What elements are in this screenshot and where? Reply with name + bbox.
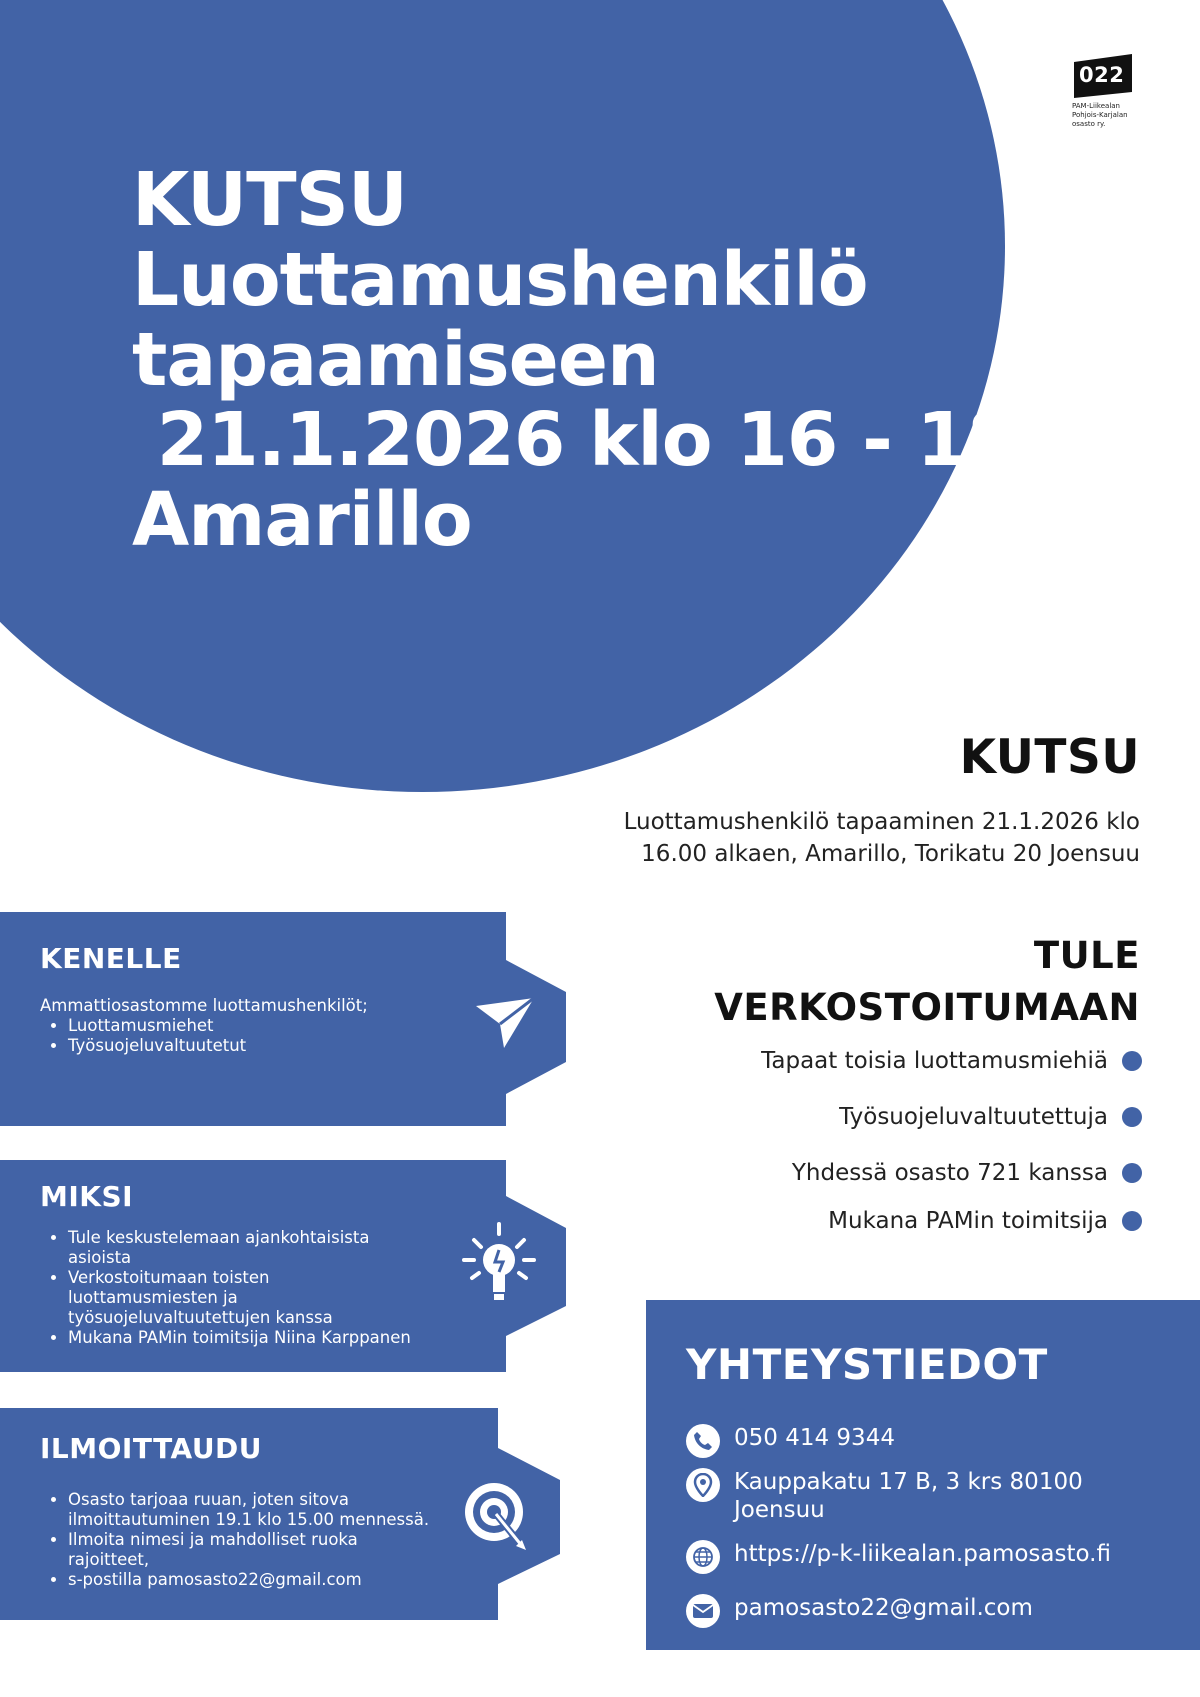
target-icon: [462, 1476, 532, 1560]
bullet-dot-icon: [1122, 1163, 1142, 1183]
contact-web-row: [686, 1540, 1154, 1574]
tule-item-label: Tapaat toisia luottamusmiehiä: [761, 1048, 1108, 1074]
flag-icon: [1072, 52, 1134, 100]
tule-item-label: Mukana PAMin toimitsija: [828, 1208, 1108, 1234]
contact-box: [646, 1300, 1200, 1650]
kenelle-heading: KENELLE: [40, 942, 182, 975]
list-item: [792, 1160, 1142, 1186]
list-item: [828, 1208, 1142, 1234]
logo-number: 022: [1079, 63, 1125, 87]
list-item: [839, 1104, 1142, 1130]
contact-phone-row: [686, 1424, 1154, 1458]
contact-email-row: [686, 1594, 1154, 1628]
list-item: • Verkostoitumaan toisten luottamusmiesten ja työsuojeluvaltuutettujen kanssa: [68, 1268, 420, 1328]
kutsu-text-line-1: Luottamushenkilö tapaaminen 21.1.2026 klo: [623, 809, 1140, 835]
list-item: • s-postilla pamosasto22@gmail.com: [68, 1570, 430, 1590]
bullet-dot-icon: [1122, 1107, 1142, 1127]
miksi-card: [0, 1160, 566, 1372]
list-item: • Työsuojeluvaltuutetut: [68, 1036, 246, 1056]
title-line-5: Amarillo: [132, 477, 472, 563]
ilmoittaudu-list: [40, 1490, 430, 1590]
logo-sub-line-1: PAM-Liikealan: [1072, 102, 1120, 110]
kenelle-list: [40, 1016, 246, 1056]
title-line-4: 21.1.2026 klo 16 - 18: [132, 397, 1018, 483]
list-item: • Osasto tarjoaa ruuan, joten sitova ilmoittautuminen 19.1 klo 15.00 mennessä.: [68, 1490, 430, 1530]
logo-sub-line-3: osasto ry.: [1072, 120, 1106, 128]
contact-website-link[interactable]: https://p-k-liikealan.pamosasto.fi: [734, 1541, 1111, 1567]
bullet-dot-icon: [1122, 1211, 1142, 1231]
paper-plane-icon: [474, 994, 536, 1054]
title-line-2: Luottamushenkilö: [132, 237, 868, 323]
contact-heading: YHTEYSTIEDOT: [686, 1340, 1048, 1389]
list-item: • Luottamusmiehet: [68, 1016, 246, 1036]
ilmoittaudu-heading: ILMOITTAUDU: [40, 1432, 263, 1465]
tule-item-label: Yhdessä osasto 721 kanssa: [791, 1160, 1108, 1186]
phone-icon: [686, 1424, 720, 1458]
lightbulb-icon: [462, 1220, 536, 1314]
bullet-dot-icon: [1122, 1051, 1142, 1071]
kutsu-text: [580, 806, 1140, 870]
hero-title: [132, 157, 1018, 563]
list-item: [761, 1048, 1142, 1074]
contact-address: Kauppakatu 17 B, 3 krs 80100 Joensuu: [734, 1469, 1083, 1523]
tule-item-label: Työsuojeluvaltuutettuja: [839, 1104, 1108, 1130]
list-item: • Ilmoita nimesi ja mahdolliset ruoka rajoitteet,: [68, 1530, 430, 1570]
logo-subtitle: [1072, 102, 1142, 129]
location-pin-icon: [686, 1468, 720, 1502]
title-line-1: KUTSU: [132, 157, 407, 243]
tule-heading-line-1: TULE: [1033, 934, 1140, 977]
contact-phone[interactable]: 050 414 9344: [734, 1425, 895, 1451]
title-line-3: tapaamiseen: [132, 317, 659, 403]
ilmoittaudu-card: [0, 1408, 560, 1620]
kenelle-card: [0, 912, 566, 1126]
contact-address-row: [686, 1468, 1154, 1524]
kutsu-heading: KUTSU: [959, 730, 1140, 785]
kutsu-text-line-2: 16.00 alkaen, Amarillo, Torikatu 20 Joensuu: [641, 841, 1140, 867]
contact-email-link[interactable]: pamosasto22@gmail.com: [734, 1595, 1033, 1621]
list-item: • Mukana PAMin toimitsija Niina Karppanen: [68, 1328, 420, 1348]
kenelle-intro: Ammattiosastomme luottamushenkilöt;: [40, 996, 368, 1015]
list-item: • Tule keskustelemaan ajankohtaisista asioista: [68, 1228, 420, 1268]
pam-logo: [1072, 52, 1142, 129]
globe-icon: [686, 1540, 720, 1574]
tule-heading: [714, 930, 1140, 1034]
tule-heading-line-2: VERKOSTOITUMAAN: [714, 986, 1140, 1029]
miksi-heading: MIKSI: [40, 1180, 134, 1213]
logo-sub-line-2: Pohjois-Karjalan: [1072, 111, 1128, 119]
envelope-icon: [686, 1594, 720, 1628]
miksi-list: [40, 1228, 420, 1348]
